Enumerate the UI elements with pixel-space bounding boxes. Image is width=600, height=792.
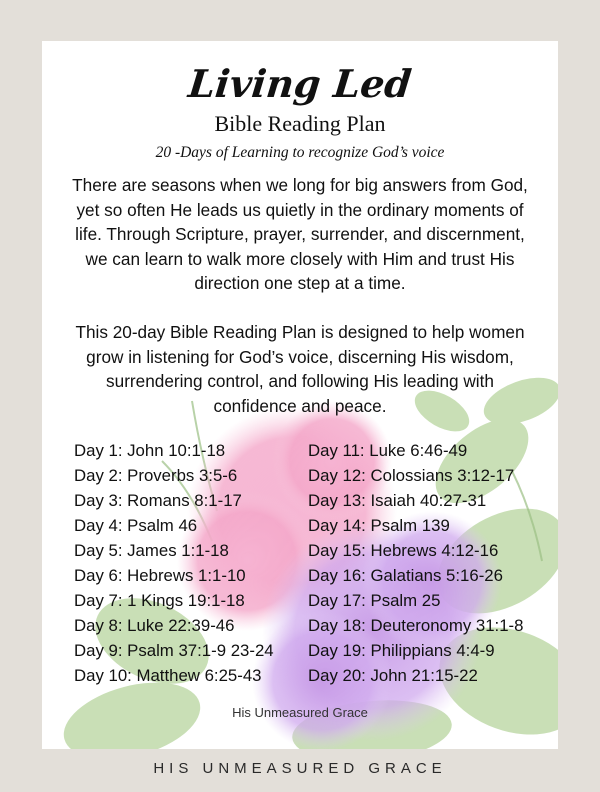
reading-item: Day 13: Isaiah 40:27-31 [308,491,487,510]
reading-item: Day 2: Proverbs 3:5-6 [74,466,238,485]
reading-item: Day 15: Hebrews 4:12-16 [308,541,499,560]
reading-item: Day 14: Psalm 139 [308,516,450,535]
reading-item: Day 6: Hebrews 1:1-10 [74,566,246,585]
reading-item: Day 3: Romans 8:1-17 [74,491,242,510]
reading-list-left [74,438,274,688]
reading-item: Day 19: Philippians 4:4-9 [308,641,495,660]
page-signature: His Unmeasured Grace [232,705,368,720]
reading-item: Day 1: John 10:1-18 [74,441,226,460]
reading-item: Day 16: Galatians 5:16-26 [308,566,503,585]
reading-item: Day 8: Luke 22:39-46 [74,616,235,635]
reading-item: Day 5: James 1:1-18 [74,541,229,560]
logo-script-title: Living Led [186,61,414,106]
plan-tagline: 20 -Days of Learning to recognize God’s voice [155,144,445,161]
printable-page [42,41,558,749]
reading-item: Day 17: Psalm 25 [308,591,441,610]
plan-subtitle: Bible Reading Plan [214,111,386,136]
reading-item: Day 20: John 21:15-22 [308,666,478,685]
intro-paragraph-2: This 20-day Bible Reading Plan is designed to help women grow in listening for God’s voice, discerning His wisdom, surrendering control, and following His leading with confidence and peace. [75,322,525,416]
footer-brand: HIS UNMEASURED GRACE [153,760,447,777]
intro-paragraph-1: There are seasons when we long for big answers from God, yet so often He leads us quietly in the ordinary moments of life. Through Scripture, prayer, surrender, and discernment, we can learn to walk more closely with Him and trust His direction one step at a time. [72,175,528,293]
reading-item: Day 18: Deuteronomy 31:1-8 [308,616,524,635]
reading-item: Day 11: Luke 6:46-49 [308,441,468,460]
reading-list-right [308,438,523,688]
reading-item: Day 4: Psalm 46 [74,516,198,535]
reading-item: Day 9: Psalm 37:1-9 23-24 [74,641,274,660]
reading-item: Day 7: 1 Kings 19:1-18 [74,591,245,610]
reading-item: Day 10: Matthew 6:25-43 [74,666,262,685]
reading-item: Day 12: Colossians 3:12-17 [308,466,515,485]
